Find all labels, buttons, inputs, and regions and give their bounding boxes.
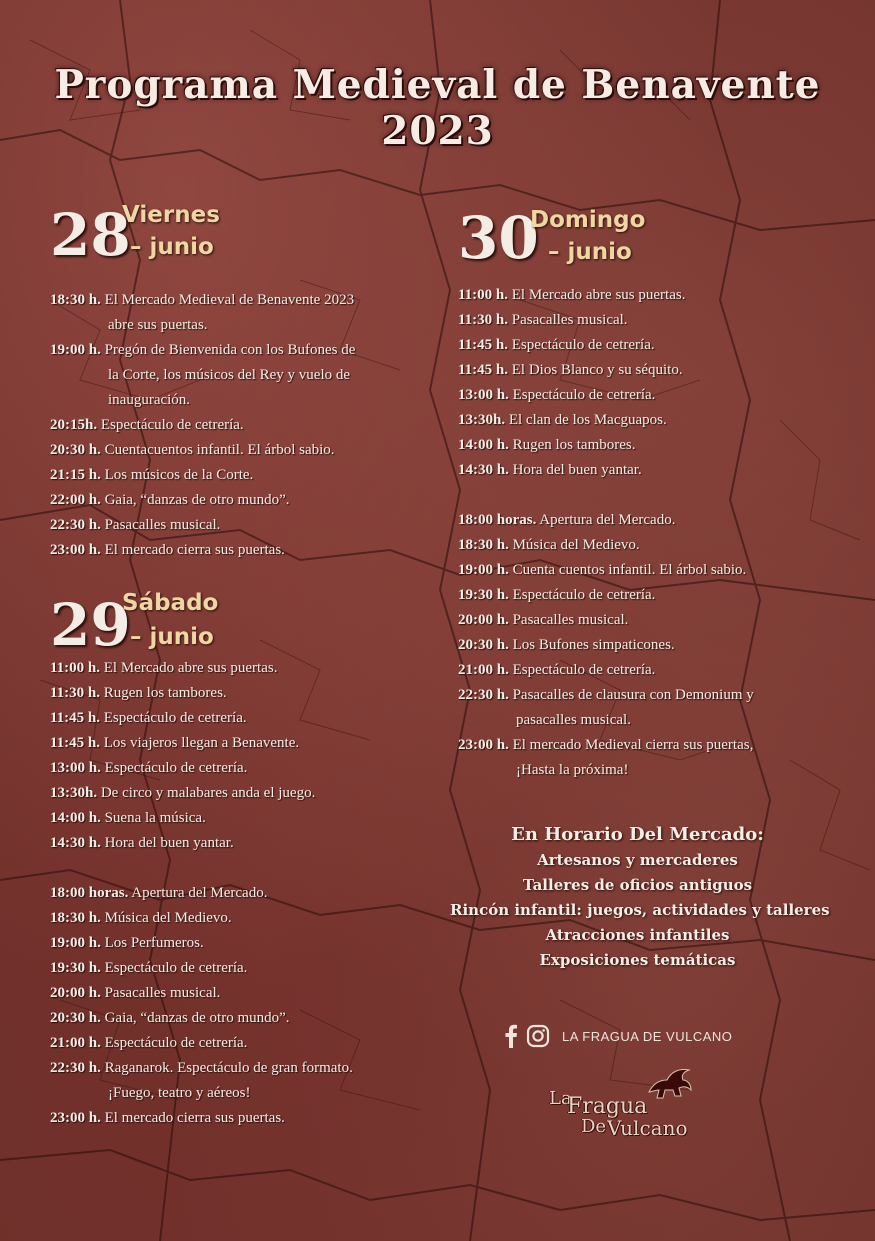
event-description: De circo y malabares anda el juego. (100, 785, 316, 801)
schedule-item (458, 658, 754, 683)
event-description: El Dios Blanco y su séquito. (511, 362, 683, 378)
market-hours-section (450, 822, 830, 973)
dragon-icon (645, 1066, 695, 1100)
event-description: Pasacalles musical. (104, 517, 221, 533)
schedule-domingo (458, 283, 754, 783)
event-time: 14:00 h. (458, 437, 509, 453)
schedule-item (50, 1056, 353, 1106)
day-name: Domingo (530, 207, 646, 233)
day-month: – junio (548, 239, 632, 265)
event-description: Apertura del Mercado. (539, 512, 676, 528)
schedule-item (50, 1106, 353, 1131)
logo-text-la: La (549, 1088, 572, 1109)
market-hours-item: Atracciones infantiles (545, 926, 730, 944)
event-time: 11:45 h. (458, 362, 509, 378)
schedule-item (50, 513, 355, 538)
event-description: El mercado Medieval cierra sus puertas, (512, 737, 754, 753)
event-description: Pasacalles de clausura con Demonium y (512, 687, 754, 703)
event-description: Música del Medievo. (104, 910, 232, 926)
social-links (504, 1022, 732, 1050)
event-time: 19:00 h. (50, 935, 101, 951)
event-description: El Mercado abre sus puertas. (103, 660, 278, 676)
social-handle[interactable]: LA FRAGUA DE VULCANO (562, 1028, 733, 1044)
event-time: 18:30 h. (458, 537, 509, 553)
event-description: Espectáculo de cetrería. (512, 587, 656, 603)
event-time: 19:30 h. (50, 960, 101, 976)
schedule-item (50, 831, 353, 856)
event-time: 18:00 horas. (50, 885, 129, 901)
event-description: Espectáculo de cetrería. (104, 960, 248, 976)
event-time: 11:30 h. (458, 312, 509, 328)
event-description: Cuenta cuentos infantil. El árbol sabio. (512, 562, 747, 578)
schedule-item (50, 1006, 353, 1031)
event-time: 21:15 h. (50, 467, 101, 483)
event-time: 23:00 h. (50, 1110, 101, 1126)
event-description: Pasacalles musical. (104, 985, 221, 1001)
schedule-item (458, 333, 754, 358)
event-description: Espectáculo de cetrería. (512, 387, 656, 403)
schedule-item (50, 806, 353, 831)
schedule-item (458, 458, 754, 483)
schedule-item (458, 633, 754, 658)
day-month: – junio (130, 234, 214, 260)
market-hours-item: Exposiciones temáticas (539, 951, 736, 969)
event-description-continued: abre sus puertas. (108, 317, 208, 333)
schedule-item (458, 683, 754, 733)
la-fragua-de-vulcano-logo (545, 1066, 705, 1146)
event-description-continued: ¡Hasta la próxima! (516, 762, 629, 778)
schedule-item (458, 558, 754, 583)
event-description: Pregón de Bienvenida con los Bufones de (104, 342, 356, 358)
event-time: 11:45 h. (458, 337, 509, 353)
event-time: 13:30h. (458, 412, 506, 428)
day-name: Sábado (122, 590, 219, 616)
schedule-item (50, 438, 355, 463)
event-time: 19:00 h. (50, 342, 101, 358)
schedule-item (458, 583, 754, 608)
event-time: 14:30 h. (458, 462, 509, 478)
schedule-item (50, 956, 353, 981)
event-description: Espectáculo de cetrería. (103, 710, 247, 726)
schedule-viernes (50, 288, 355, 563)
event-time: 19:30 h. (458, 587, 509, 603)
event-time: 13:30h. (50, 785, 98, 801)
schedule-item (50, 881, 353, 906)
event-description: Espectáculo de cetrería. (104, 760, 248, 776)
schedule-item (50, 781, 353, 806)
event-time: 20:15h. (50, 417, 98, 433)
event-description: Apertura del Mercado. (131, 885, 268, 901)
event-time: 20:00 h. (458, 612, 509, 628)
schedule-spacer (50, 856, 353, 881)
day-header-sabado (50, 590, 250, 660)
event-description: Espectáculo de cetrería. (512, 662, 656, 678)
event-description: Gaia, “danzas de otro mundo”. (104, 1010, 290, 1026)
page-title: Programa Medieval de Benavente 2023 (54, 62, 821, 154)
event-description: Los Bufones simpaticones. (512, 637, 675, 653)
event-description: Raganarok. Espectáculo de gran formato. (104, 1060, 353, 1076)
event-description: Los viajeros llegan a Benavente. (103, 735, 300, 751)
market-hours-item: Talleres de oficios antiguos (522, 876, 753, 894)
event-description: El Mercado abre sus puertas. (511, 287, 686, 303)
event-description: Pasacalles musical. (511, 312, 628, 328)
logo-text-vulcano: Vulcano (607, 1116, 688, 1140)
event-time: 20:30 h. (50, 442, 101, 458)
event-time: 20:30 h. (50, 1010, 101, 1026)
event-time: 22:00 h. (50, 492, 101, 508)
instagram-icon[interactable] (526, 1024, 550, 1048)
event-time: 11:30 h. (50, 685, 101, 701)
event-time: 21:00 h. (458, 662, 509, 678)
event-description-continued: pasacalles musical. (516, 712, 631, 728)
schedule-item (458, 733, 754, 783)
event-description: El clan de los Macguapos. (508, 412, 667, 428)
day-number: 29 (50, 591, 131, 659)
event-time: 11:00 h. (50, 660, 101, 676)
schedule-item (50, 656, 353, 681)
event-description: Los Perfumeros. (104, 935, 204, 951)
event-time: 22:30 h. (50, 1060, 101, 1076)
event-time: 18:00 horas. (458, 512, 537, 528)
event-description: El mercado cierra sus puertas. (104, 1110, 285, 1126)
event-description: Pasacalles musical. (512, 612, 629, 628)
event-time: 20:30 h. (458, 637, 509, 653)
event-time: 11:00 h. (458, 287, 509, 303)
schedule-item (50, 538, 355, 563)
event-description: Espectáculo de cetrería. (104, 1035, 248, 1051)
schedule-item (458, 358, 754, 383)
schedule-item (50, 413, 355, 438)
event-time: 11:45 h. (50, 710, 101, 726)
schedule-item (458, 408, 754, 433)
event-description-continued: la Corte, los músicos del Rey y vuelo de (108, 367, 351, 383)
event-description: Gaia, “danzas de otro mundo”. (104, 492, 290, 508)
logo-text-de: De (581, 1116, 607, 1137)
schedule-item (50, 681, 353, 706)
schedule-item (458, 533, 754, 558)
schedule-item (50, 288, 355, 338)
schedule-spacer (458, 483, 754, 508)
schedule-item (458, 508, 754, 533)
schedule-item (50, 706, 353, 731)
event-time: 19:00 h. (458, 562, 509, 578)
day-month: – junio (130, 624, 214, 650)
schedule-item (50, 931, 353, 956)
logo-text-fragua: Fragua (567, 1094, 648, 1119)
event-description: El mercado cierra sus puertas. (104, 542, 285, 558)
event-description-continued: inauguración. (108, 392, 191, 408)
day-header-domingo (458, 203, 658, 273)
schedule-item (50, 906, 353, 931)
market-hours-item: Rincón infantil: juegos, actividades y talleres (450, 901, 830, 919)
day-number: 30 (458, 204, 539, 272)
event-time: 18:30 h. (50, 910, 101, 926)
event-time: 22:30 h. (50, 517, 101, 533)
event-description: El Mercado Medieval de Benavente 2023 (104, 292, 355, 308)
event-description: Cuentacuentos infantil. El árbol sabio. (104, 442, 335, 458)
event-time: 22:30 h. (458, 687, 509, 703)
event-description-continued: ¡Fuego, teatro y aéreos! (108, 1085, 251, 1101)
schedule-item (50, 338, 355, 413)
day-number: 28 (50, 201, 131, 269)
event-time: 23:00 h. (50, 542, 101, 558)
event-time: 11:45 h. (50, 735, 101, 751)
market-hours-heading: En Horario Del Mercado: (511, 824, 764, 845)
event-description: Hora del buen yantar. (104, 835, 234, 851)
schedule-item (50, 463, 355, 488)
event-description: Los músicos de la Corte. (104, 467, 254, 483)
schedule-item (458, 283, 754, 308)
event-time: 18:30 h. (50, 292, 101, 308)
market-hours-item: Artesanos y mercaderes (537, 851, 738, 869)
schedule-item (50, 756, 353, 781)
event-description: Música del Medievo. (512, 537, 640, 553)
day-name: Viernes (122, 202, 220, 228)
event-description: Espectáculo de cetrería. (100, 417, 244, 433)
schedule-item (458, 433, 754, 458)
event-time: 23:00 h. (458, 737, 509, 753)
event-time: 14:30 h. (50, 835, 101, 851)
event-time: 13:00 h. (458, 387, 509, 403)
facebook-icon[interactable] (504, 1024, 518, 1048)
event-time: 21:00 h. (50, 1035, 101, 1051)
event-description: Hora del buen yantar. (512, 462, 642, 478)
schedule-item (50, 1031, 353, 1056)
schedule-item (50, 488, 355, 513)
event-time: 14:00 h. (50, 810, 101, 826)
schedule-item (458, 383, 754, 408)
event-time: 13:00 h. (50, 760, 101, 776)
event-description: Rugen los tambores. (103, 685, 227, 701)
event-time: 20:00 h. (50, 985, 101, 1001)
event-description: Espectáculo de cetrería. (511, 337, 655, 353)
day-header-viernes (50, 200, 250, 270)
schedule-item (458, 608, 754, 633)
event-description: Rugen los tambores. (512, 437, 636, 453)
schedule-item (50, 731, 353, 756)
schedule-item (50, 981, 353, 1006)
schedule-item (458, 308, 754, 333)
schedule-sabado (50, 656, 353, 1131)
event-description: Suena la música. (104, 810, 206, 826)
